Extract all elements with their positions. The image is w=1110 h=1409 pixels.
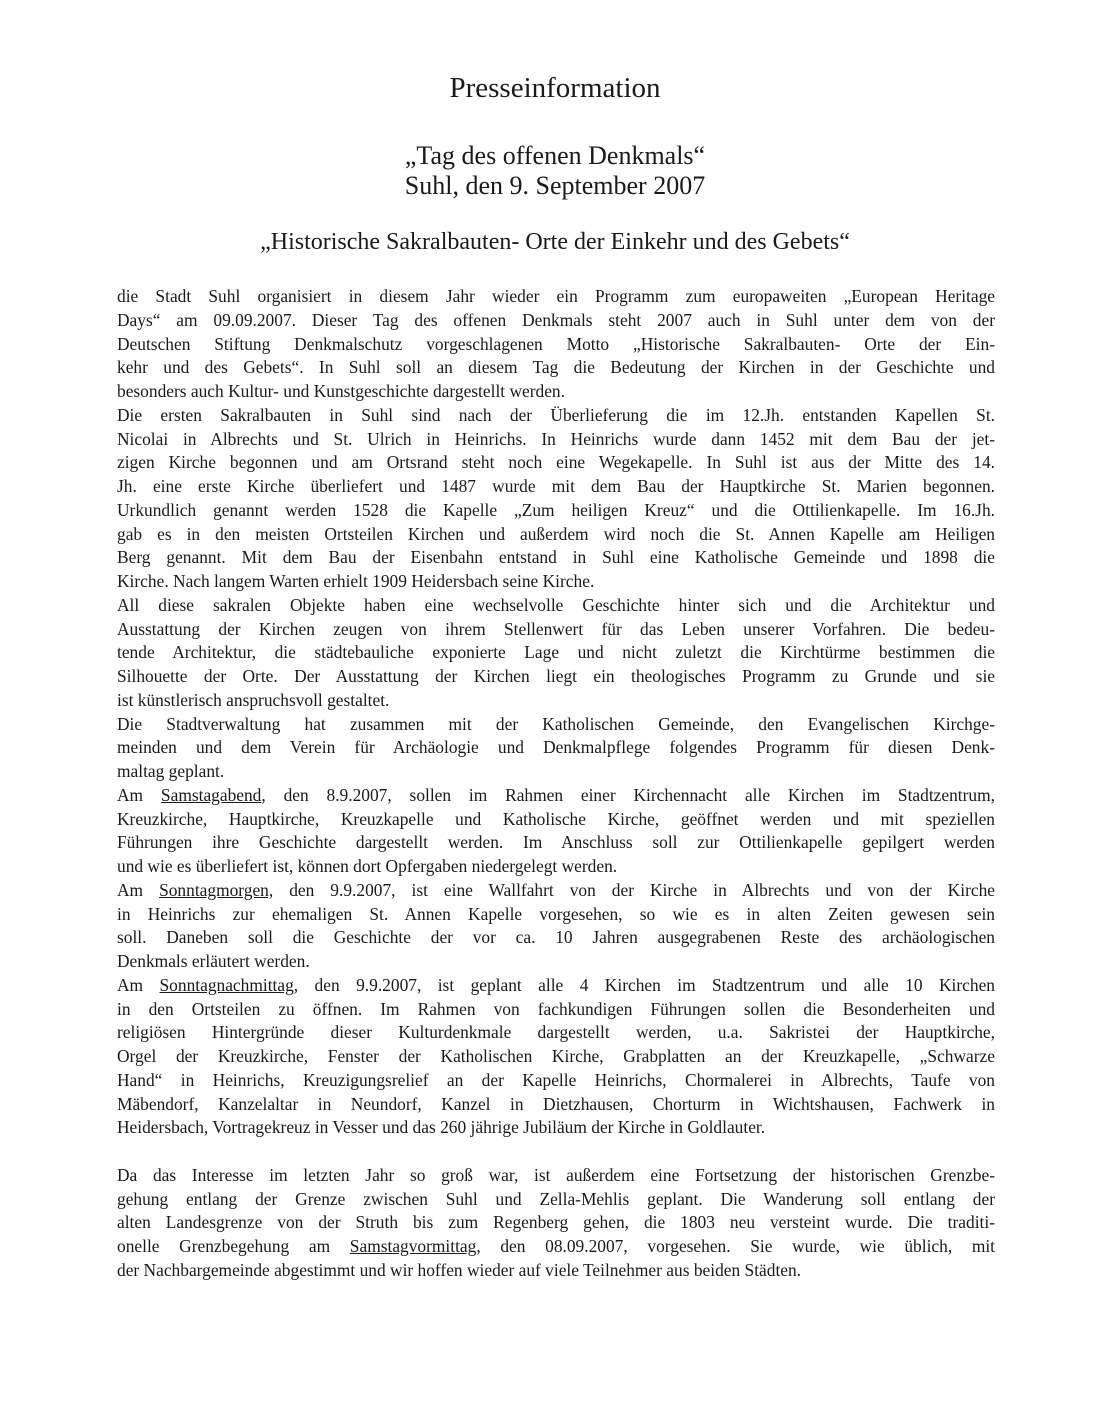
text-line: soll. Daneben soll die Geschichte der vor ca. 10 Jahren ausgegrabenen Reste des archäologischen xyxy=(117,927,995,948)
text-line: gehung entlang der Grenze zwischen Suhl und Zella-Mehlis geplant. Die Wanderung soll entlang der xyxy=(117,1188,995,1209)
text-line: Ausstattung der Kirchen zeugen von ihrem Stellenwert für das Leben unserer Vorfahren. Die bedeu- xyxy=(117,618,995,639)
text-line: All diese sakralen Objekte haben eine wechselvolle Geschichte hinter sich und die Architektur und xyxy=(117,594,995,615)
text-line: Führungen ihre Geschichte dargestellt werden. Im Anschluss soll zur Ottilienkapelle gepilgert werden xyxy=(117,832,995,853)
text-fragment: den 9.9.2007, ist geplant alle 4 Kirchen im Stadtzentrum und alle 10 Kirchen xyxy=(298,974,995,995)
underlined-term: Samstagvormittag xyxy=(349,1236,477,1256)
text-line: Silhouette der Orte. Der Ausstattung der Kirchen liegt ein theologisches Programm zu Grunde und sie xyxy=(117,666,995,686)
underlined-term: Sonntagnachmittag, xyxy=(159,974,299,995)
text-fragment: Am xyxy=(117,784,161,805)
place-date: Suhl, den 9. September 2007 xyxy=(404,171,706,200)
text-line: maltag geplant. xyxy=(117,761,225,781)
paragraph-gap xyxy=(117,1140,995,1164)
text-line: Denkmals erläutert werden. xyxy=(117,951,310,971)
text-line: besonders auch Kultur- und Kunstgeschichte dargestellt werden. xyxy=(117,381,565,401)
text-line: kehr und des Gebets“. In Suhl soll an diesem Tag die Bedeutung der Kirchen in der Geschichte und xyxy=(117,357,995,378)
text-fragment: den 9.9.2007, ist eine Wallfahrt von der Kirche in Albrechts und von der Kirche xyxy=(273,879,995,900)
text-line: in den Ortsteilen zu öffnen. Im Rahmen von fachkundigen Führungen sollen die Besonderheiten und xyxy=(117,998,995,1019)
text-line xyxy=(117,879,995,903)
text-line xyxy=(117,1235,995,1259)
underlined-term: Sonntagmorgen, xyxy=(159,879,274,900)
text-line: tende Architektur, die städtebauliche exponierte Lage und nicht zuletzt die Kirchtürme bestimmen die xyxy=(117,642,995,663)
event-motto: „Historische Sakralbauten- Orte der Einkehr und des Gebets“ xyxy=(260,229,850,255)
text-line: und wie es überliefert ist, können dort Opfergaben niedergelegt werden. xyxy=(117,856,618,876)
body-text xyxy=(117,285,995,1283)
text-fragment: Am xyxy=(117,974,160,995)
text-line: der Nachbargemeinde abgestimmt und wir hoffen wieder auf viele Teilnehmer aus beiden Städten. xyxy=(117,1259,802,1280)
text-line: alten Landesgrenze von der Struth bis zum Regenberg gehen, die 1803 neu versteint wurde. Die traditi- xyxy=(117,1212,995,1233)
text-line: Urkundlich genannt werden 1528 die Kapelle „Zum heiligen Kreuz“ und die Ottilienkapelle. Im 16.Jh. xyxy=(117,499,995,520)
text-line: Die Stadtverwaltung hat zusammen mit der Katholischen Gemeinde, den Evangelischen Kirchge- xyxy=(117,713,995,734)
text-line: Mäbendorf, Kanzelaltar in Neundorf, Kanzel in Dietzhausen, Chorturm in Wichtshausen, Fachwerk in xyxy=(117,1093,995,1114)
text-line: Kreuzkirche, Hauptkirche, Kreuzkapelle und Katholische Kirche, geöffnet werden und mit speziellen xyxy=(117,808,995,829)
event-name: „Tag des offenen Denkmals“ xyxy=(404,141,706,170)
text-line: ist künstlerisch anspruchsvoll gestaltet. xyxy=(117,689,390,710)
text-line: zigen Kirche begonnen und am Ortsrand steht noch eine Wegekapelle. In Suhl ist aus der Mitte des 14. xyxy=(117,452,995,473)
text-fragment: , den 8.9.2007, sollen im Rahmen einer Kirchennacht alle Kirchen im Stadtzentrum, xyxy=(261,784,995,805)
text-line: die Stadt Suhl organisiert in diesem Jahr wieder ein Programm zum europaweiten „European Heritage xyxy=(117,286,995,306)
text-line: gab es in den meisten Ortsteilen Kirchen und außerdem wird noch die St. Annen Kapelle am Heiligen xyxy=(117,523,995,544)
text-line: Orgel der Kreuzkirche, Fenster der Katholischen Kirche, Grabplatten an der Kreuzkapelle, „Schwarze xyxy=(117,1046,995,1066)
document-title: Presseinformation xyxy=(449,72,661,104)
text-line: meinden und dem Verein für Archäologie und Denkmalpflege folgendes Programm für diesen Denk- xyxy=(117,737,995,758)
text-line: Days“ am 09.09.2007. Dieser Tag des offenen Denkmals steht 2007 auch in Suhl unter dem von der xyxy=(117,309,995,330)
text-line xyxy=(117,784,995,808)
text-line: Deutschen Stiftung Denkmalschutz vorgeschlagenen Motto „Historische Sakralbauten- Orte der Ein- xyxy=(117,333,995,354)
text-fragment: onelle Grenzbegehung am xyxy=(117,1236,350,1256)
text-line xyxy=(117,974,995,998)
text-fragment: , den 08.09.2007, vorgesehen. Sie wurde, wie üblich, mit xyxy=(476,1236,996,1256)
text-line: religiösen Hintergründe dieser Kulturdenkmale dargestellt werden, u.a. Sakristei der Hauptkirche, xyxy=(117,1022,995,1043)
text-line: Berg genannt. Mit dem Bau der Eisenbahn entstand in Suhl eine Katholische Gemeinde und 1898 die xyxy=(117,547,995,568)
text-line: Hand“ in Heinrichs, Kreuzigungsrelief an der Kapelle Heinrichs, Chormalerei in Albrechts, Taufe von xyxy=(117,1069,995,1090)
text-fragment: Am xyxy=(117,879,160,900)
text-line: Jh. eine erste Kirche überliefert und 1487 wurde mit dem Bau der Hauptkirche St. Marien begonnen. xyxy=(117,476,995,496)
text-line: in Heinrichs zur ehemaligen St. Annen Kapelle vorgesehen, so wie es in alten Zeiten gewesen sein xyxy=(117,903,995,924)
text-line: Kirche. Nach langem Warten erhielt 1909 Heidersbach seine Kirche. xyxy=(117,571,595,591)
text-line: Nicolai in Albrechts und St. Ulrich in Heinrichs. In Heinrichs wurde dann 1452 mit dem Bau der jet- xyxy=(117,428,995,449)
text-line: Heidersbach, Vortragekreuz in Vesser und das 260 jährige Jubiläum der Kirche in Goldlauter. xyxy=(117,1117,766,1138)
text-line: Da das Interesse im letzten Jahr so groß war, ist außerdem eine Fortsetzung der historischen Grenzbe- xyxy=(117,1164,995,1185)
text-line: Die ersten Sakralbauten in Suhl sind nach der Überlieferung die im 12.Jh. entstanden Kapellen St. xyxy=(117,404,995,425)
underlined-term: Samstagabend xyxy=(160,784,262,805)
